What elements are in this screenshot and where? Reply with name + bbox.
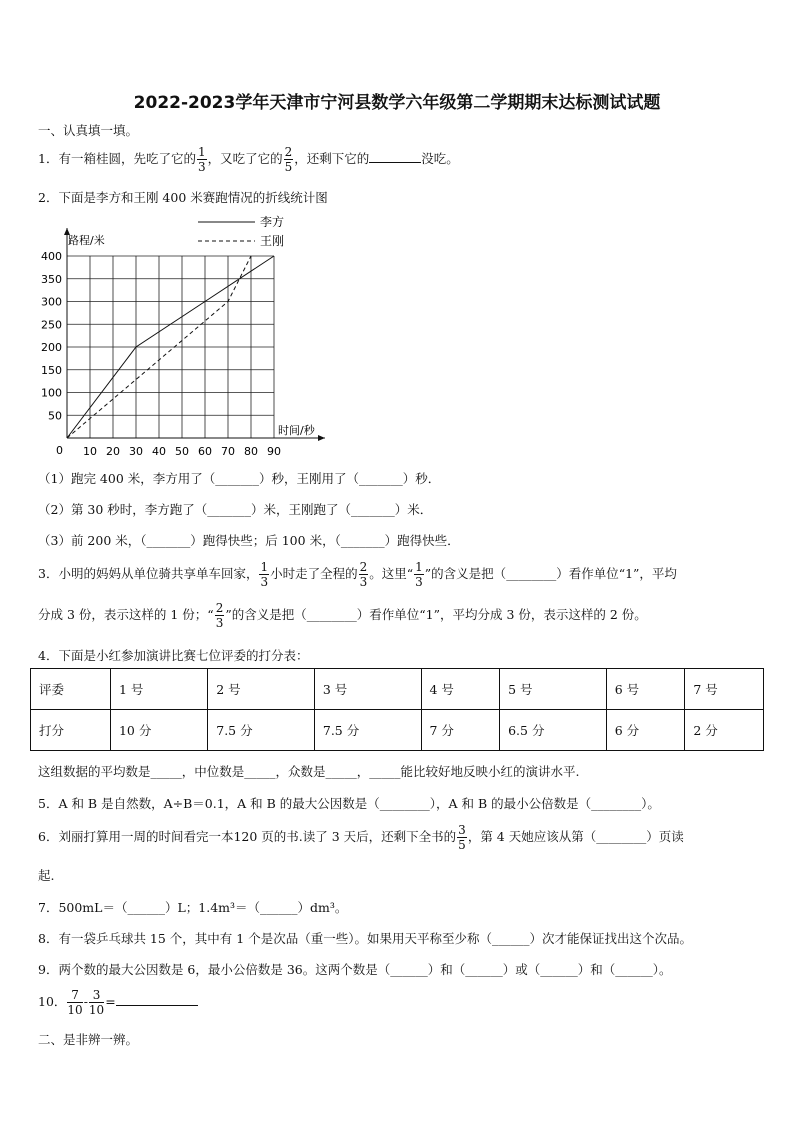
fraction-one-third: $\frac{1}{3}$ bbox=[415, 560, 423, 589]
table-cell: 7 号 bbox=[685, 669, 764, 710]
table-row bbox=[31, 669, 764, 710]
q3-text-f: ”的含义是把（________）看作单位“1”，平均分成 3 份，表示这样的 2 份。 bbox=[225, 607, 647, 622]
fraction-two-thirds: $\frac{2}{3}$ bbox=[215, 601, 224, 630]
question-6-end: 起. bbox=[38, 868, 55, 883]
question-2: 2．下面是李方和王刚 400 米赛跑情况的折线统计图 bbox=[38, 190, 328, 205]
q6-text-a: 6．刘丽打算用一周的时间看完一本120 页的书.读了 3 天后，还剩下全书的 bbox=[38, 829, 457, 844]
q1-text-d: 没吃。 bbox=[421, 151, 459, 166]
q6-text-b: ，第 4 天她应该从第（________）页读 bbox=[467, 829, 684, 844]
fraction-two-fifths: $\frac{2}{5}$ bbox=[284, 145, 293, 174]
q3-text-d: ”的含义是把（________）看作单位“1”，平均 bbox=[424, 566, 677, 581]
chart-legend bbox=[198, 214, 284, 248]
y-axis-label: 路程/米 bbox=[68, 234, 105, 247]
section-heading-2: 二、是非辨一辨。 bbox=[38, 1032, 139, 1047]
fraction-one-third: $\frac{1}{3}$ bbox=[260, 560, 269, 589]
x-tick-label: 40 bbox=[152, 445, 166, 458]
x-tick-label: 30 bbox=[129, 445, 143, 458]
fraction-two-thirds: $\frac{2}{3}$ bbox=[359, 560, 368, 589]
chart-grid bbox=[67, 256, 274, 438]
x-axis-arrow bbox=[318, 435, 325, 441]
q1-text-a: 1．有一箱桂圆，先吃了它的 bbox=[38, 151, 196, 166]
y-tick-label: 50 bbox=[48, 409, 62, 423]
y-tick-label: 250 bbox=[41, 318, 62, 332]
question-7: 7．500mL＝（______）L；1.4m³＝（______）dm³。 bbox=[38, 900, 348, 915]
q3-text-e: 分成 3 份，表示这样的 1 份；“ bbox=[38, 607, 214, 622]
y-tick-label: 400 bbox=[41, 250, 62, 263]
question-5: 5．A 和 B 是自然数，A÷B＝0.1，A 和 B 的最大公因数是（________），A 和 B 的最小公倍数是（________）。 bbox=[38, 796, 660, 811]
table-cell: 打分 bbox=[31, 710, 111, 751]
y-tick-label: 200 bbox=[41, 341, 62, 354]
table-cell: 6 号 bbox=[606, 669, 685, 710]
y-tick-label: 100 bbox=[41, 386, 62, 400]
x-tick-label: 20 bbox=[106, 445, 120, 458]
fraction-three-fifths: $\frac{3}{5}$ bbox=[458, 823, 466, 852]
q1-text-c: ，还剩下它的 bbox=[294, 151, 370, 166]
question-10 bbox=[38, 984, 198, 1020]
x-tick-label: 90 bbox=[267, 445, 281, 458]
question-2-part-2: （2）第 30 秒时，李方跑了（_______）米，王刚跑了（_______）米． bbox=[38, 502, 433, 517]
question-3-line-1 bbox=[38, 560, 677, 588]
line-chart bbox=[40, 210, 340, 460]
x-axis-label: 时间/秒 bbox=[278, 424, 315, 437]
x-tick-label: 50 bbox=[175, 445, 189, 458]
question-8: 8．有一袋乒乓球共 15 个，其中有 1 个是次品（重一些）。如果用天平称至少称（______）次才能保证找出这个次品。 bbox=[38, 931, 692, 946]
question-6 bbox=[38, 823, 684, 851]
legend-label: 王刚 bbox=[260, 234, 285, 248]
question-9: 9．两个数的最大公因数是 6，最小公倍数是 36。这两个数是（______）和（______）或（______）和（______）。 bbox=[38, 962, 672, 977]
chart-ticks bbox=[41, 250, 281, 458]
q3-text-b: 小时走了全程的 bbox=[270, 566, 358, 581]
x-tick-label: 70 bbox=[221, 445, 235, 458]
question-2-part-3: （3）前 200 米，（_______）跑得快些；后 100 米，（_______）跑得快些． bbox=[38, 533, 460, 548]
q1-text-b: ，又吃了它的 bbox=[207, 151, 283, 166]
table-cell: 7 分 bbox=[421, 710, 500, 751]
table-cell: 2 分 bbox=[685, 710, 764, 751]
x-tick-label: 10 bbox=[83, 445, 97, 458]
table-cell: 评委 bbox=[31, 669, 111, 710]
table-row bbox=[31, 710, 764, 751]
y-tick-label: 150 bbox=[41, 363, 62, 377]
equals-sign: = bbox=[105, 994, 116, 1009]
table-cell: 7.5 分 bbox=[314, 710, 421, 751]
table-cell: 7.5 分 bbox=[208, 710, 315, 751]
table-cell: 10 分 bbox=[110, 710, 207, 751]
legend-label: 李方 bbox=[260, 215, 285, 229]
origin-label: 0 bbox=[56, 444, 63, 457]
fraction-one-third: $\frac{1}{3}$ bbox=[197, 145, 206, 174]
question-2-part-1: （1）跑完 400 米，李方用了（_______）秒，王刚用了（_______）秒． bbox=[38, 471, 441, 486]
question-1 bbox=[38, 145, 459, 173]
chart-axes bbox=[64, 228, 325, 441]
table-cell: 4 号 bbox=[421, 669, 500, 710]
table-cell: 1 号 bbox=[110, 669, 207, 710]
answer-blank[interactable] bbox=[116, 993, 198, 1006]
q10-number: 10． bbox=[38, 994, 67, 1009]
question-4: 4．下面是小红参加演讲比赛七位评委的打分表： bbox=[38, 648, 309, 663]
x-tick-label: 80 bbox=[244, 445, 258, 458]
q3-text-a: 3．小明的妈妈从单位骑共享单车回家， bbox=[38, 566, 259, 581]
answer-blank[interactable] bbox=[369, 150, 421, 163]
table-cell: 5 号 bbox=[500, 669, 607, 710]
q3-text-c: 。这里“ bbox=[369, 566, 414, 581]
fraction-seven-tenths: $\frac{7}{10}$ bbox=[67, 988, 83, 1017]
table-cell: 2 号 bbox=[208, 669, 315, 710]
fraction-three-tenths: $\frac{3}{10}$ bbox=[88, 988, 105, 1017]
y-tick-label: 300 bbox=[41, 295, 62, 309]
table-cell: 6 分 bbox=[606, 710, 685, 751]
x-tick-label: 60 bbox=[198, 445, 212, 458]
table-cell: 3 号 bbox=[314, 669, 421, 710]
table-cell: 6.5 分 bbox=[500, 710, 607, 751]
page-title: 2022-2023学年天津市宁河县数学六年级第二学期期末达标测试试题 bbox=[133, 93, 661, 113]
y-tick-label: 350 bbox=[41, 272, 62, 286]
score-table bbox=[30, 668, 764, 751]
minus-sign: - bbox=[83, 994, 88, 1009]
question-4-after: 这组数据的平均数是_____，中位数是_____，众数是_____，_____能比较好地反映小红的演讲水平. bbox=[38, 764, 580, 779]
section-heading-1: 一、认真填一填。 bbox=[38, 123, 139, 138]
question-3-line-2 bbox=[38, 601, 647, 629]
